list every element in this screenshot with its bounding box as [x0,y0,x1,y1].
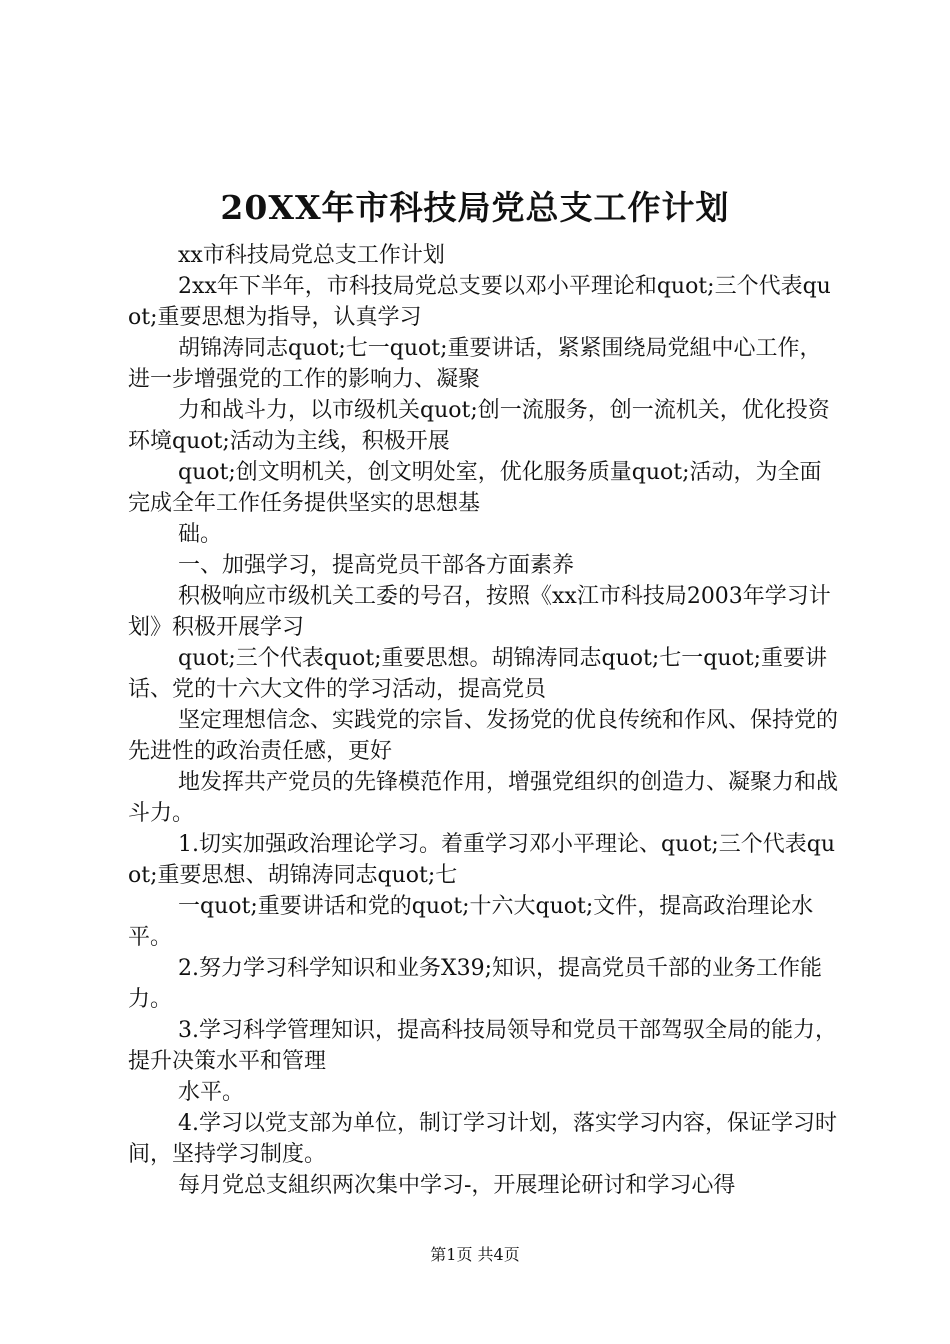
paragraph: 每月党总支組织两次集中学习-，开展理论研讨和学习心得 [178,1173,736,1198]
document-body [128,240,838,1201]
list-item: 4.学习以党支部为单位，制订学习计划，落实学习内容，保证学习时间，坚持学习制度。 [128,1111,837,1167]
paragraph: 坚定理想信念、实践党的宗旨、发扬党的优良传统和作风、保持党的先进性的政治责任感，更好 [128,708,839,764]
list-item: 1.切实加强政治理论学习。着重学习邓小平理论、quot;三个代表quot;重要思想、胡锦涛同志quot;七 [128,832,835,888]
paragraph: 地发挥共产党员的先锋模范作用，增强党组织的创造力、凝聚力和战斗力。 [128,770,839,826]
paragraph: 一quot;重要讲话和党的quot;十六大quot;文件，提高政治理论水平。 [128,894,814,950]
list-item: 2.努力学习科学知识和业务X39;知识，提高党员千部的业务工作能力。 [128,956,823,1012]
paragraph: 积极响应市级机关工委的号召，按照《xx江市科技局2003年学习计划》积极开展学习 [128,584,831,640]
document-title: 20XX年市科技局党总支工作计划 [220,188,730,227]
page-number: 第1页 共4页 [430,1245,520,1264]
paragraph: 2xx年下半年，市科技局党总支要以邓小平理论和quot;三个代表quot;重要思想为指导，认真学习 [128,274,831,330]
list-item: 3.学习科学管理知识，提高科技局领导和党员干部驾驭全局的能力，提升决策水平和管理 [128,1018,837,1074]
section-heading: 一、加强学习，提高党员干部各方面素养 [178,553,575,578]
paragraph: 础。 [178,522,223,547]
paragraph: 力和战斗力，以市级机关quot;创一流服务，创一流机关，优化投资环境quot;活动为主线，积极开展 [128,398,830,454]
paragraph: quot;创文明机关，创文明处室，优化服务质量quot;活动，为全面完成全年工作任务提供坚实的思想基 [128,460,822,516]
paragraph: 胡锦涛同志quot;七一quot;重要讲话，紧紧围绕局党組中心工作，进一步增强党的工作的影响力、凝聚 [128,336,822,392]
paragraph: 水平。 [178,1080,245,1105]
paragraph: quot;三个代表quot;重要思想。胡锦涛同志quot;七一quot;重要讲话、党的十六大文件的学习活动，提高党员 [128,646,828,702]
paragraph: xx市科技局党总支工作计划 [178,243,445,268]
